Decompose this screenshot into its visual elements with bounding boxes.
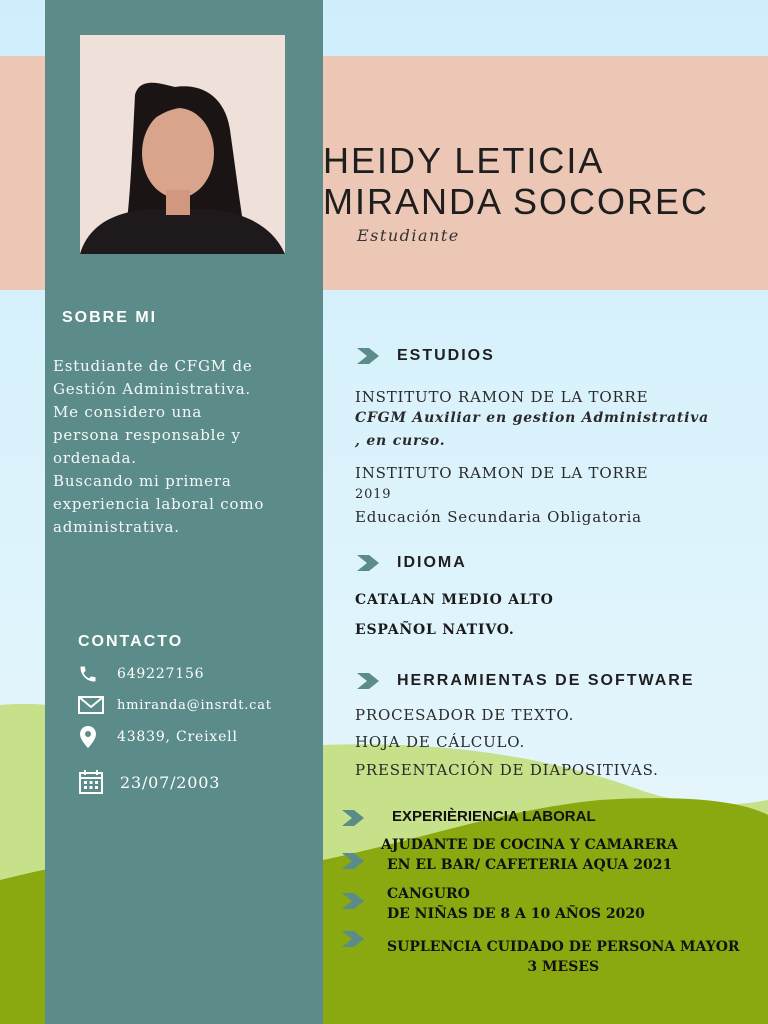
phone-icon — [78, 662, 108, 686]
contact-phone — [78, 662, 204, 686]
contact-email — [78, 693, 272, 717]
role-title: Estudiante — [357, 226, 460, 245]
job-2-line1: CANGURO — [387, 886, 470, 902]
study2-course: Educación Secundaria Obligatoria — [355, 508, 642, 526]
job-3-line1: SUPLENCIA CUIDADO DE PERSONA MAYOR — [387, 939, 740, 955]
job-1-line2: EN EL BAR/ CAFETERIA AQUA 2021 — [387, 857, 673, 873]
job-3 — [387, 937, 740, 977]
experience-title: EXPERIÈRIENCIA LABORAL — [392, 808, 596, 825]
chevron-right-icon — [355, 346, 381, 366]
chevron-right-icon — [340, 851, 366, 871]
profile-photo — [80, 35, 285, 254]
about-line: Me considero una — [53, 403, 203, 421]
chevron-right-icon — [355, 553, 381, 573]
software-item: PROCESADOR DE TEXTO. — [355, 706, 575, 724]
phone-value: 649227156 — [117, 666, 205, 682]
birthdate-value: 23/07/2003 — [120, 772, 221, 792]
study1-school: INSTITUTO RAMON DE LA TORRE — [355, 388, 649, 406]
studies-title: ESTUDIOS — [397, 347, 495, 364]
about-text — [53, 355, 313, 539]
job-2 — [387, 884, 645, 924]
about-line: experiencia laboral como — [53, 495, 265, 513]
job-3-line2: 3 MESES — [527, 959, 600, 975]
name-last: MIRANDA SOCOREC — [323, 181, 710, 222]
software-item: HOJA DE CÁLCULO. — [355, 733, 526, 751]
study2-school: INSTITUTO RAMON DE LA TORRE — [355, 464, 649, 482]
name-block — [323, 140, 709, 222]
calendar-icon — [78, 770, 108, 794]
language-item: ESPAÑOL NATIVO. — [355, 622, 515, 638]
chevron-right-icon — [340, 929, 366, 949]
study2-year: 2019 — [355, 487, 392, 502]
languages-title: IDIOMA — [397, 554, 467, 571]
contact-location — [78, 725, 238, 749]
language-item: CATALAN MEDIO ALTO — [355, 592, 554, 608]
mail-icon — [78, 693, 108, 717]
about-line: ordenada. — [53, 449, 137, 467]
job-1-line1: AJUDANTE DE COCINA Y CAMARERA — [381, 837, 678, 853]
about-line: Gestión Administrativa. — [53, 380, 252, 398]
name-first: HEIDY LETICIA — [323, 140, 605, 181]
contact-birthdate — [78, 770, 220, 794]
software-item: PRESENTACIÓN DE DIAPOSITIVAS. — [355, 761, 659, 779]
study1-course: CFGM Auxiliar en gestion Administrativa — [355, 410, 710, 426]
study1-course-cont: , en curso. — [355, 433, 446, 449]
about-heading: SOBRE MI — [62, 309, 158, 326]
chevron-right-icon — [340, 808, 366, 828]
location-pin-icon — [78, 725, 108, 749]
software-title: HERRAMIENTAS DE SOFTWARE — [397, 672, 695, 689]
software-heading — [355, 671, 694, 691]
about-line: Buscando mi primera — [53, 472, 232, 490]
job-1 — [381, 835, 678, 875]
languages-heading — [355, 553, 467, 573]
about-line: administrativa. — [53, 518, 180, 536]
studies-heading — [355, 346, 495, 366]
chevron-right-icon — [340, 891, 366, 911]
chevron-right-icon — [355, 671, 381, 691]
location-value: 43839, Creixell — [117, 729, 238, 745]
email-value: hmiranda@insrdt.cat — [117, 697, 272, 713]
contact-heading: CONTACTO — [78, 633, 184, 650]
about-line: persona responsable y — [53, 426, 241, 444]
about-line: Estudiante de CFGM de — [53, 357, 253, 375]
job-2-line2: DE NIÑAS DE 8 A 10 AÑOS 2020 — [387, 906, 645, 922]
